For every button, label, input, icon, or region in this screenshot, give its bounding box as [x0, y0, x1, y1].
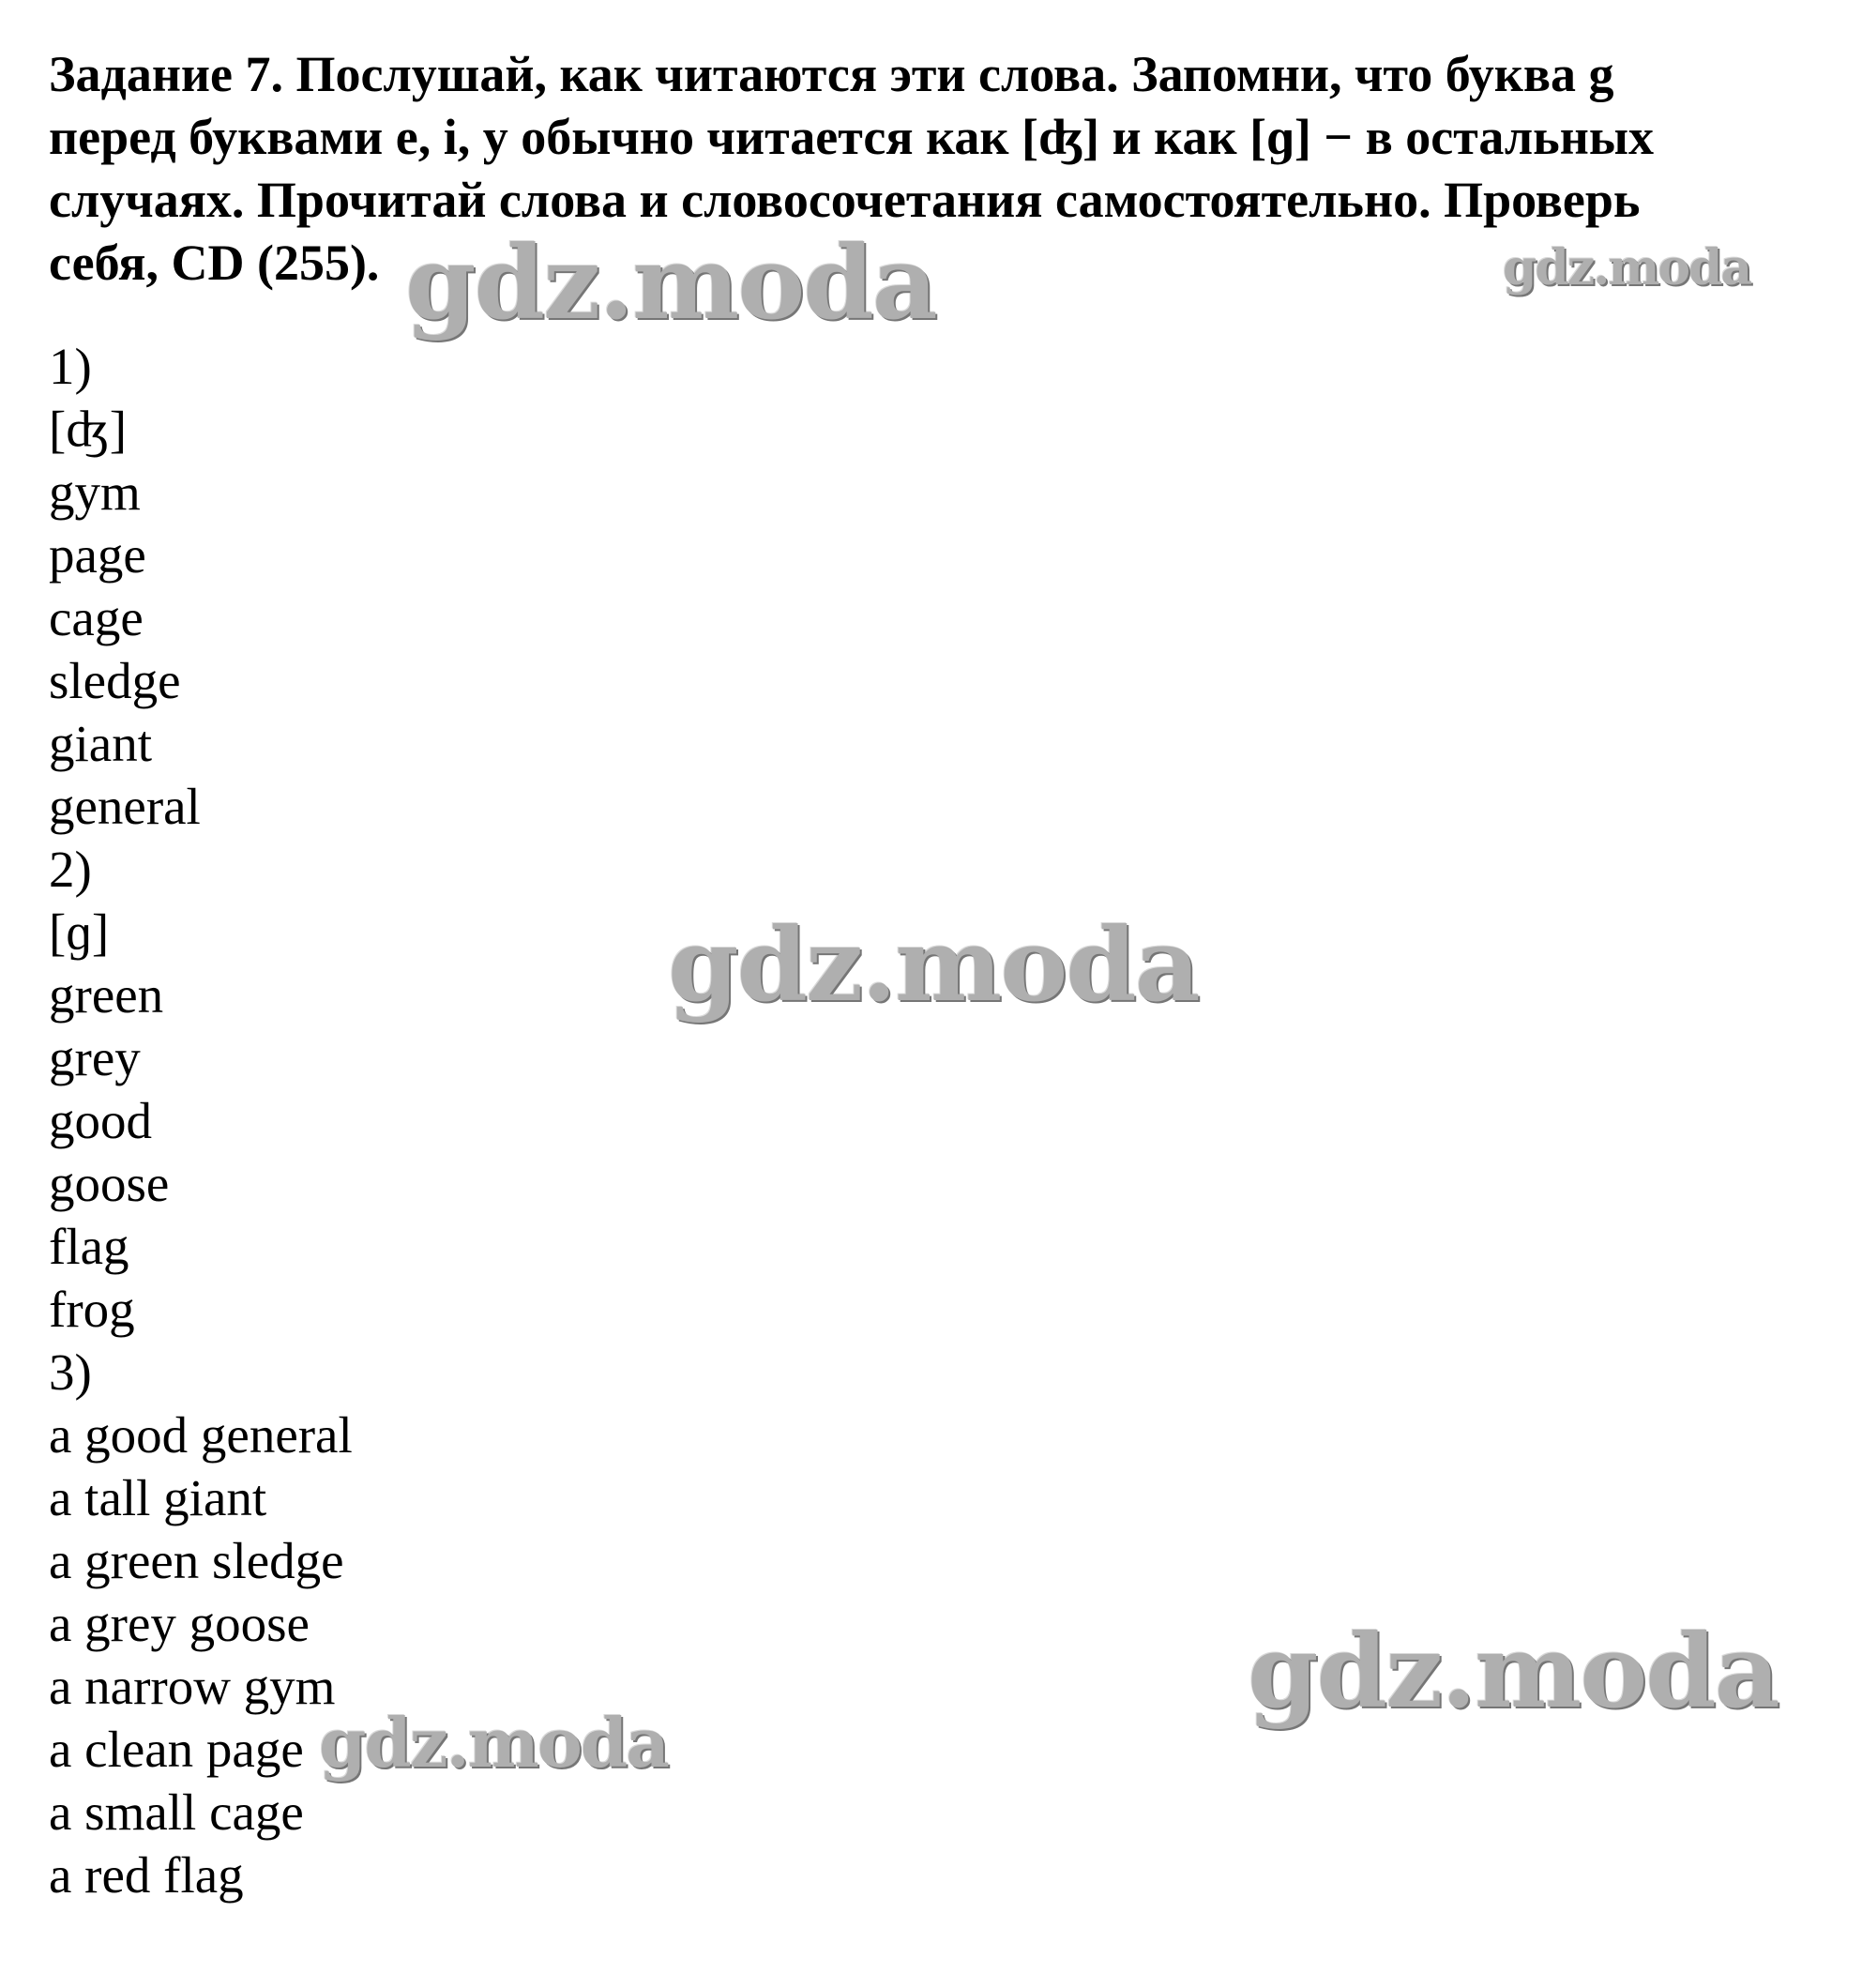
word: goose	[49, 1155, 170, 1212]
word: general	[49, 778, 201, 835]
phrase: a tall giant	[49, 1469, 267, 1526]
word: cage	[49, 589, 144, 646]
watermark: gdz.moda	[405, 224, 936, 342]
phrase: a grey goose	[49, 1595, 310, 1652]
section-number: 1)	[49, 338, 92, 395]
watermark: gdz.moda	[319, 1703, 668, 1783]
phrase: a red flag	[49, 1846, 244, 1904]
word: grey	[49, 1029, 141, 1086]
word: frog	[49, 1281, 135, 1338]
word: good	[49, 1092, 152, 1149]
watermark: gdz.moda	[1503, 239, 1751, 296]
phrase: a green sledge	[49, 1532, 344, 1589]
watermark: gdz.moda	[1248, 1613, 1779, 1731]
word: page	[49, 526, 146, 584]
word: flag	[49, 1218, 129, 1275]
word: green	[49, 966, 164, 1024]
sound-transcription: [ɡ]	[49, 903, 110, 961]
sound-transcription: [ʤ]	[49, 401, 128, 458]
word: sledge	[49, 652, 181, 709]
section-number: 2)	[49, 841, 92, 898]
task-line: случаях. Прочитай слова и словосочетания самостоятельно. Проверь	[49, 172, 1641, 228]
task-line: себя, CD (255).	[49, 235, 380, 291]
phrase: a narrow gym	[49, 1658, 336, 1715]
section-number: 3)	[49, 1343, 92, 1401]
word: giant	[49, 715, 152, 772]
phrase: a good general	[49, 1406, 353, 1464]
watermark: gdz.moda	[668, 906, 1199, 1024]
phrase: a clean page	[49, 1721, 304, 1778]
phrase: a small cage	[49, 1783, 304, 1841]
word: gym	[49, 463, 141, 521]
task-line: перед буквами e, i, y обычно читается как [ʤ] и как [ɡ] − в остальных	[49, 109, 1654, 165]
answer-list	[49, 335, 353, 1906]
task-line: Задание 7. Послушай, как читаются эти слова. Запомни, что буква g	[49, 46, 1614, 102]
